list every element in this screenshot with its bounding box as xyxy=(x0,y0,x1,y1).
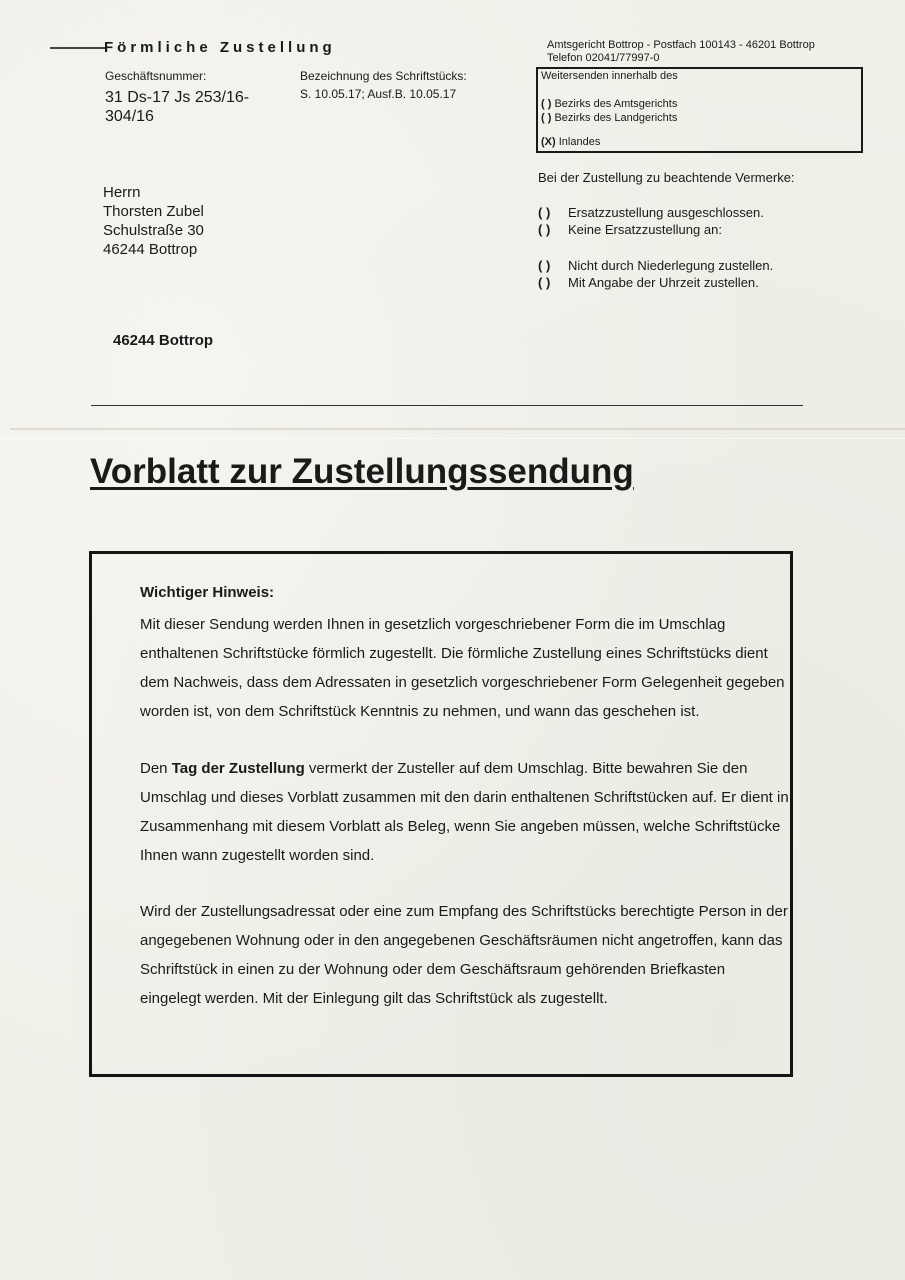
option-label: Bezirks des Landgerichts xyxy=(554,112,678,124)
checkbox-mark: ( ) xyxy=(538,258,551,273)
note-label: Keine Ersatzzustellung an: xyxy=(568,222,722,237)
note-item xyxy=(538,222,722,237)
note-label: Mit Angabe der Uhrzeit zustellen. xyxy=(568,275,759,290)
recipient-salutation: Herrn xyxy=(103,184,141,201)
recipient-city-bold: 46244 Bottrop xyxy=(113,332,214,349)
notes-heading: Bei der Zustellung zu beachtende Vermerke: xyxy=(538,170,795,185)
sender-line-1: Amtsgericht Bottrop - Postfach 100143 - 46201 Bottrop xyxy=(547,39,815,51)
paragraph-text: Den xyxy=(140,760,172,777)
forwarding-box xyxy=(536,67,863,153)
note-item xyxy=(538,205,764,220)
notice-title: Wichtiger Hinweis: xyxy=(140,584,275,601)
paper-fold-highlight xyxy=(0,438,905,439)
notice-paragraph-1: Mit dieser Sendung werden Ihnen in gesetzlich vorgeschriebener Form die im Umschlag enthaltenen Schriftstücke förmlich zugestellt. Die förmliche Zustellung eines Schriftstücks dient dem Nachweis, dass dem Adressaten in gesetzlich vorgeschriebener Form Gelegenheit gegeben worden ist, von dem Schriftstück Kenntnis zu nehmen, und wann das geschehen ist. xyxy=(140,616,785,720)
checkbox-mark: ( ) xyxy=(538,205,551,220)
forwarding-option xyxy=(541,112,677,124)
case-number-value: 31 Ds-17 Js 253/16-304/16 xyxy=(105,89,250,125)
paper-fold xyxy=(10,428,905,430)
option-label: Bezirks des Amtsgerichts xyxy=(554,98,678,110)
document-designation-label: Bezeichnung des Schriftstücks: xyxy=(300,69,467,83)
checkbox-mark: ( ) xyxy=(541,112,552,124)
document-designation-value: S. 10.05.17; Ausf.B. 10.05.17 xyxy=(300,87,457,101)
forwarding-option xyxy=(541,98,677,110)
recipient-name: Thorsten Zubel xyxy=(103,203,204,220)
paragraph-text: vermerkt der Zusteller auf dem Umschlag. Bitte bewahren Sie den Umschlag und dieses Vorblatt zusammen mit den darin enthaltenen Schriftstücken auf. Er dient in Zusammenhang mit diesem Vorblatt als Beleg, wenn Sie angeben müssen, welche Schriftstücke Ihnen wann zugestellt worden sind. xyxy=(140,760,789,864)
note-item xyxy=(538,258,773,273)
sender-line-2: Telefon 02041/77997-0 xyxy=(547,52,660,64)
note-item xyxy=(538,275,759,290)
note-label: Nicht durch Niederlegung zustellen. xyxy=(568,258,774,273)
checkbox-mark: (X) xyxy=(541,136,556,148)
recipient-city: 46244 Bottrop xyxy=(103,241,198,258)
case-number-label: Geschäftsnummer: xyxy=(105,69,207,83)
paragraph-emphasis: Tag der Zustellung xyxy=(171,760,305,777)
forwarding-option xyxy=(541,136,600,148)
notice-paragraph-2 xyxy=(140,754,790,870)
forwarding-head: Weitersenden innerhalb des xyxy=(541,70,678,82)
recipient-address xyxy=(103,183,204,259)
option-label: Inlandes xyxy=(558,136,601,148)
checkbox-mark: ( ) xyxy=(541,98,552,110)
checkbox-mark: ( ) xyxy=(538,275,551,290)
checkbox-mark: ( ) xyxy=(538,222,551,237)
notice-paragraph-3: Wird der Zustellungsadressat oder eine zum Empfang des Schriftstücks berechtigte Person in der angegebenen Wohnung oder in den angegebenen Geschäftsräumen nicht angetroffen, kann das Schriftstück in einen zu der Wohnung oder dem Geschäftsraum gehörenden Briefkasten eingelegt werden. Mit der Einlegung gilt das Schriftstück als zugestellt. xyxy=(140,903,788,1007)
form-title: Förmliche Zustellung xyxy=(104,39,336,56)
divider xyxy=(91,405,803,406)
sender-address xyxy=(547,39,815,65)
recipient-street: Schulstraße 30 xyxy=(103,222,204,239)
note-label: Ersatzzustellung ausgeschlossen. xyxy=(568,205,764,220)
title-dash xyxy=(50,47,106,49)
page-title: Vorblatt zur Zustellungssendung xyxy=(90,452,634,491)
